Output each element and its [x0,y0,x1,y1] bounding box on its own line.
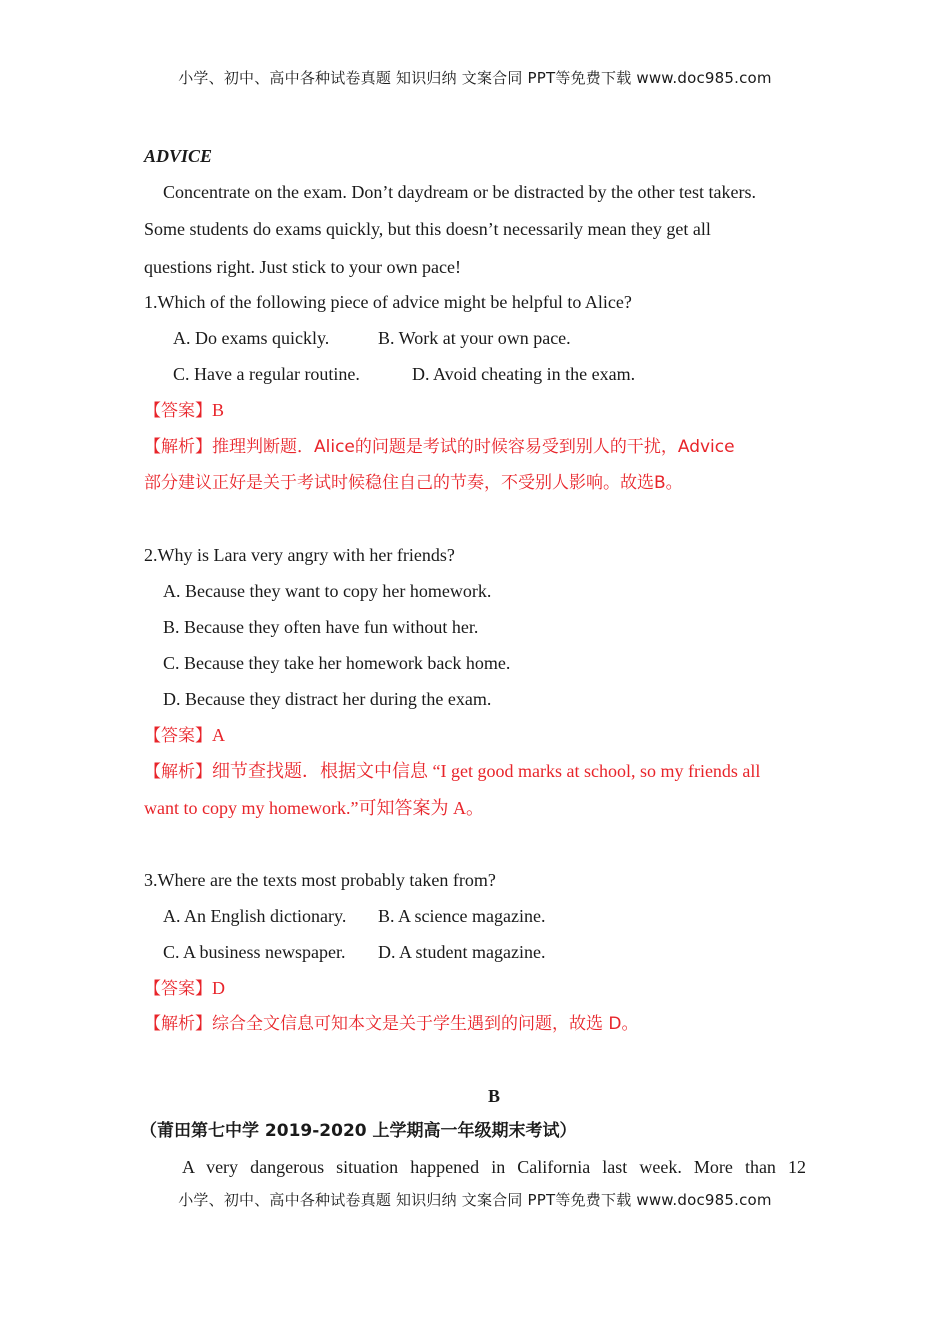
q1-analysis-line-1 [144,435,735,458]
q2-answer [144,724,225,747]
section-b-letter: B [487,1086,500,1106]
q1-question: 1.Which of the following piece of advice might be helpful to Alice? [144,292,632,312]
q2-analysis-line-1 [144,760,760,783]
q3-analysis-line-1 [144,1012,639,1035]
q2-option-d: D. Because they distract her during the exam. [163,689,492,709]
q2-analysis-text-1: 细节查找题．根据文中信息 “I get good marks at school, so my friends all [212,761,761,781]
q3-analysis-label: 【解析】 [144,1014,212,1034]
q3-option-d: D. A student magazine. [378,942,546,962]
advice-line-3: questions right. Just stick to your own pace! [144,257,461,277]
q1-option-c: C. Have a regular routine. [173,364,360,384]
q1-option-b: B. Work at your own pace. [378,328,571,348]
q2-question: 2.Why is Lara very angry with her friends? [144,545,455,565]
q1-option-a: A. Do exams quickly. [173,328,330,348]
q3-answer-value: D [212,978,225,998]
section-b-first-line [144,1156,806,1178]
q2-analysis-label: 【解析】 [144,762,212,782]
q3-option-a: A. An English dictionary. [163,906,347,926]
q2-answer-label: 【答案】 [144,726,212,746]
advice-title: ADVICE [144,146,213,166]
section-b-first-line-text: A very dangerous situation happened in California last week. More than 12 [182,1157,806,1177]
q1-option-d: D. Avoid cheating in the exam. [412,364,636,384]
q2-option-b: B. Because they often have fun without her. [163,617,479,637]
q3-answer [144,977,225,1000]
q3-answer-label: 【答案】 [144,979,212,999]
q3-option-c: C. A business newspaper. [163,942,346,962]
q1-answer [144,399,224,422]
q1-analysis-label: 【解析】 [144,437,212,457]
header-banner: 小学、初中、高中各种试卷真题 知识归纳 文案合同 PPT等免费下载 www.doc985.com [178,69,772,87]
q3-question: 3.Where are the texts most probably taken from? [144,870,496,890]
footer-banner: 小学、初中、高中各种试卷真题 知识归纳 文案合同 PPT等免费下载 www.doc985.com [178,1191,772,1209]
q1-answer-label: 【答案】 [144,401,212,421]
q1-analysis-line-2: 部分建议正好是关于考试时候稳住自己的节奏，不受别人影响。故选B。 [144,473,683,493]
q2-option-c: C. Because they take her homework back home. [163,653,511,673]
advice-line-1: Concentrate on the exam. Don’t daydream or be distracted by the other test takers. [163,182,756,202]
q2-answer-value: A [212,725,225,745]
section-b-source: （莆田第七中学 2019-2020 上学期高一年级期末考试） [140,1121,577,1141]
advice-line-2: Some students do exams quickly, but this doesn’t necessarily mean they get all [144,219,711,239]
q1-answer-value: B [212,400,225,420]
q3-analysis-text-1: 综合全文信息可知本文是关于学生遇到的问题，故选 D。 [212,1014,639,1034]
q2-analysis-line-2: want to copy my homework.”可知答案为 A。 [144,798,484,818]
q3-option-b: B. A science magazine. [378,906,546,926]
q1-analysis-text-1: 推理判断题．Alice的问题是考试的时候容易受到别人的干扰，Advice [212,437,735,457]
q2-option-a: A. Because they want to copy her homework. [163,581,492,601]
